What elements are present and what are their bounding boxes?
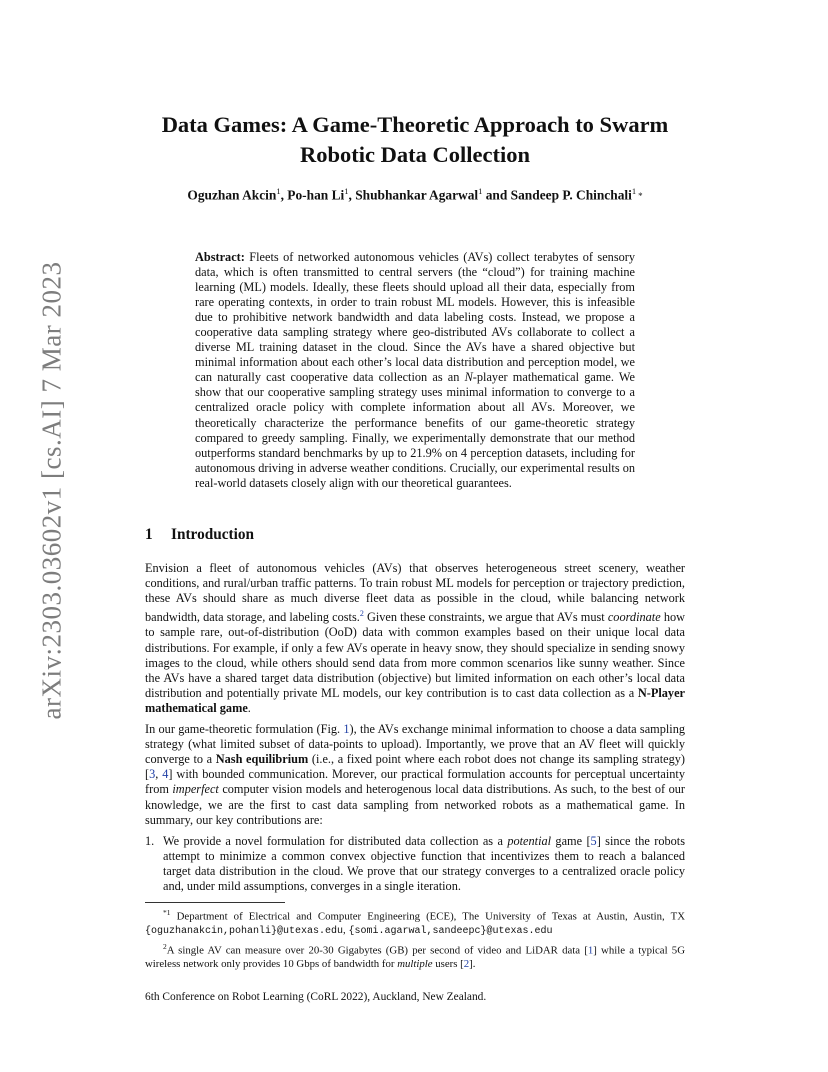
contributions-list xyxy=(145,834,685,894)
footnote-ref[interactable]: 2 xyxy=(359,609,364,619)
arxiv-stamp xyxy=(22,261,82,719)
arxiv-identifier: arXiv:2303.03602v1 [cs.AI] 7 Mar 2023 xyxy=(36,261,67,719)
footnote-divider xyxy=(145,902,285,903)
affiliation-mark: 1 xyxy=(344,186,349,196)
citation-link[interactable]: 2 xyxy=(463,957,470,970)
citation-link[interactable]: 3 xyxy=(149,767,156,782)
author-name: Oguzhan Akcin xyxy=(187,187,277,203)
citation-link[interactable]: 1 xyxy=(587,944,594,957)
author-list: Oguzhan Akcin$^1$, Po-han Li$^1$, Shubhankar Agarwal$^1$ and Sandeep P. Chinchali$^1$* xyxy=(187,186,643,203)
list-item: 1. We provide a novel formulation for distributed data collection as a potential game [5] since the robots attempt to minimize a common convex objective function that incentivizes them to reach a balanced target data distribution in the cloud. We prove that our strategy converges to a centralized oracle policy and, under mild assumptions, converges in a single iteration. xyxy=(145,833,685,893)
footnotes xyxy=(145,906,685,972)
figure-link[interactable]: 1 xyxy=(343,722,350,737)
footnote-star: * xyxy=(638,191,643,202)
section-number: 1 xyxy=(145,526,153,543)
author-name: Po-han Li xyxy=(287,187,345,203)
abstract: Abstract: Fleets of networked autonomous vehicles (AVs) collect terabytes of sensory data, which is often transmitted to central servers (the “cloud”) for training machine learning (ML) models. Ideally, these fleets should upload all their data, especially from rare operating contexts, in order to train robust ML models. However, this is infeasible due to prohibitive network bandwidth and data labeling costs. Instead, we propose a cooperative data sampling strategy where geo-distributed AVs collaborate to collect a diverse ML training dataset in the cloud. Since the AVs have a shared objective but minimal information about each other’s local data distribution and perception model, we can naturally cast cooperative data collection as an N-player mathematical game. We show that our cooperative sampling strategy uses minimal information to converge to a centralized oracle policy with complete information about all AVs. Moreover, we theoretically characterize the performance benefits of our game-theoretic strategy compared to greedy sampling. Finally, we experimentally demonstrate that our method outperforms standard benchmarks by up to 21.9% on 4 perception datasets, including for autonomous driving in adverse weather conditions. Crucially, our experimental results on real-world datasets closely align with our theoretical guarantees. xyxy=(195,250,636,490)
affiliation-mark: 1 xyxy=(631,186,637,196)
email-addresses: {oguzhanakcin,pohanli}@utexas.edu xyxy=(145,926,344,938)
author-name: Shubhankar Agarwal xyxy=(355,187,479,203)
section-heading xyxy=(145,526,685,544)
paragraph: In our game-theoretic formulation (Fig. 1), the AVs exchange minimal information to choose a data sampling strategy (what limited subset of data-points to upload). Importantly, we prove that an AV fleet will quickly converge to a Nash equilibrium (i.e., a fixed point where each robot does not change its sampling strategy) [3, 4] with bounded communication. Morever, our practical formulation accounts for perceptual uncertainty from imperfect computer vision models and heterogenous local data distributions. As such, to the best of our knowledge, we are the first to cast data sampling from networked robots as a mathematical game. In summary, our key contributions are: xyxy=(145,722,685,827)
paragraph: Envision a fleet of autonomous vehicles (AVs) that observes heterogeneous street scenery, weather conditions, and rural/urban traffic patterns. To train robust ML models for perception or trajectory prediction, these AVs should share as much diverse fleet data as possible in the cloud, while balancing network bandwidth, data storage, and labeling costs.$^2$ Given these constraints, we argue that AVs must coordinate how to sample rare, out-of-distribution (OoD) data with common examples based on their unique local data distributions. For example, if only a few AVs operate in heavy snow, they should specialize in sending snowy images to the cloud, while others should send data from more common scenarios like sunny weather. Since the AVs have a shared target data distribution (objective) but limited information on each other’s local data distribution and potentially private ML models, our key contribution is to cast data collection as a N-Player mathematical game. xyxy=(145,561,685,715)
paper-title: Data Games: A Game-Theoretic Approach to Swarm Robotic Data Collection xyxy=(161,112,669,167)
conference-footer: 6th Conference on Robot Learning (CoRL 2022), Auckland, New Zealand. xyxy=(145,991,487,1003)
section-title: Introduction xyxy=(171,526,255,543)
list-marker: 1. xyxy=(145,833,155,848)
footnote: $^2$A single AV can measure over 20-30 Gigabytes (GB) per second of video and LiDAR data [1] while a typical 5G wireless network only provides 10 Gbps of bandwidth for multiple users [2]. xyxy=(145,941,685,970)
citation-link[interactable]: 4 xyxy=(162,767,169,782)
footnote: $^{*1}$ Department of Electrical and Computer Engineering (ECE), The University of Texas at Austin, Austin, TX {oguzhanakcin,pohanli}@utexas.edu, {somi.agarwal,sandeepc}@utexas.edu xyxy=(145,908,685,938)
abstract-label: Abstract: xyxy=(195,250,245,264)
email-addresses: {somi.agarwal,sandeepc}@utexas.edu xyxy=(348,926,553,938)
affiliation-mark: 1 xyxy=(478,186,483,196)
citation-link[interactable]: 5 xyxy=(590,833,597,848)
introduction-body xyxy=(145,561,685,894)
author-name: Sandeep P. Chinchali xyxy=(510,187,632,203)
affiliation-mark: 1 xyxy=(276,186,281,196)
